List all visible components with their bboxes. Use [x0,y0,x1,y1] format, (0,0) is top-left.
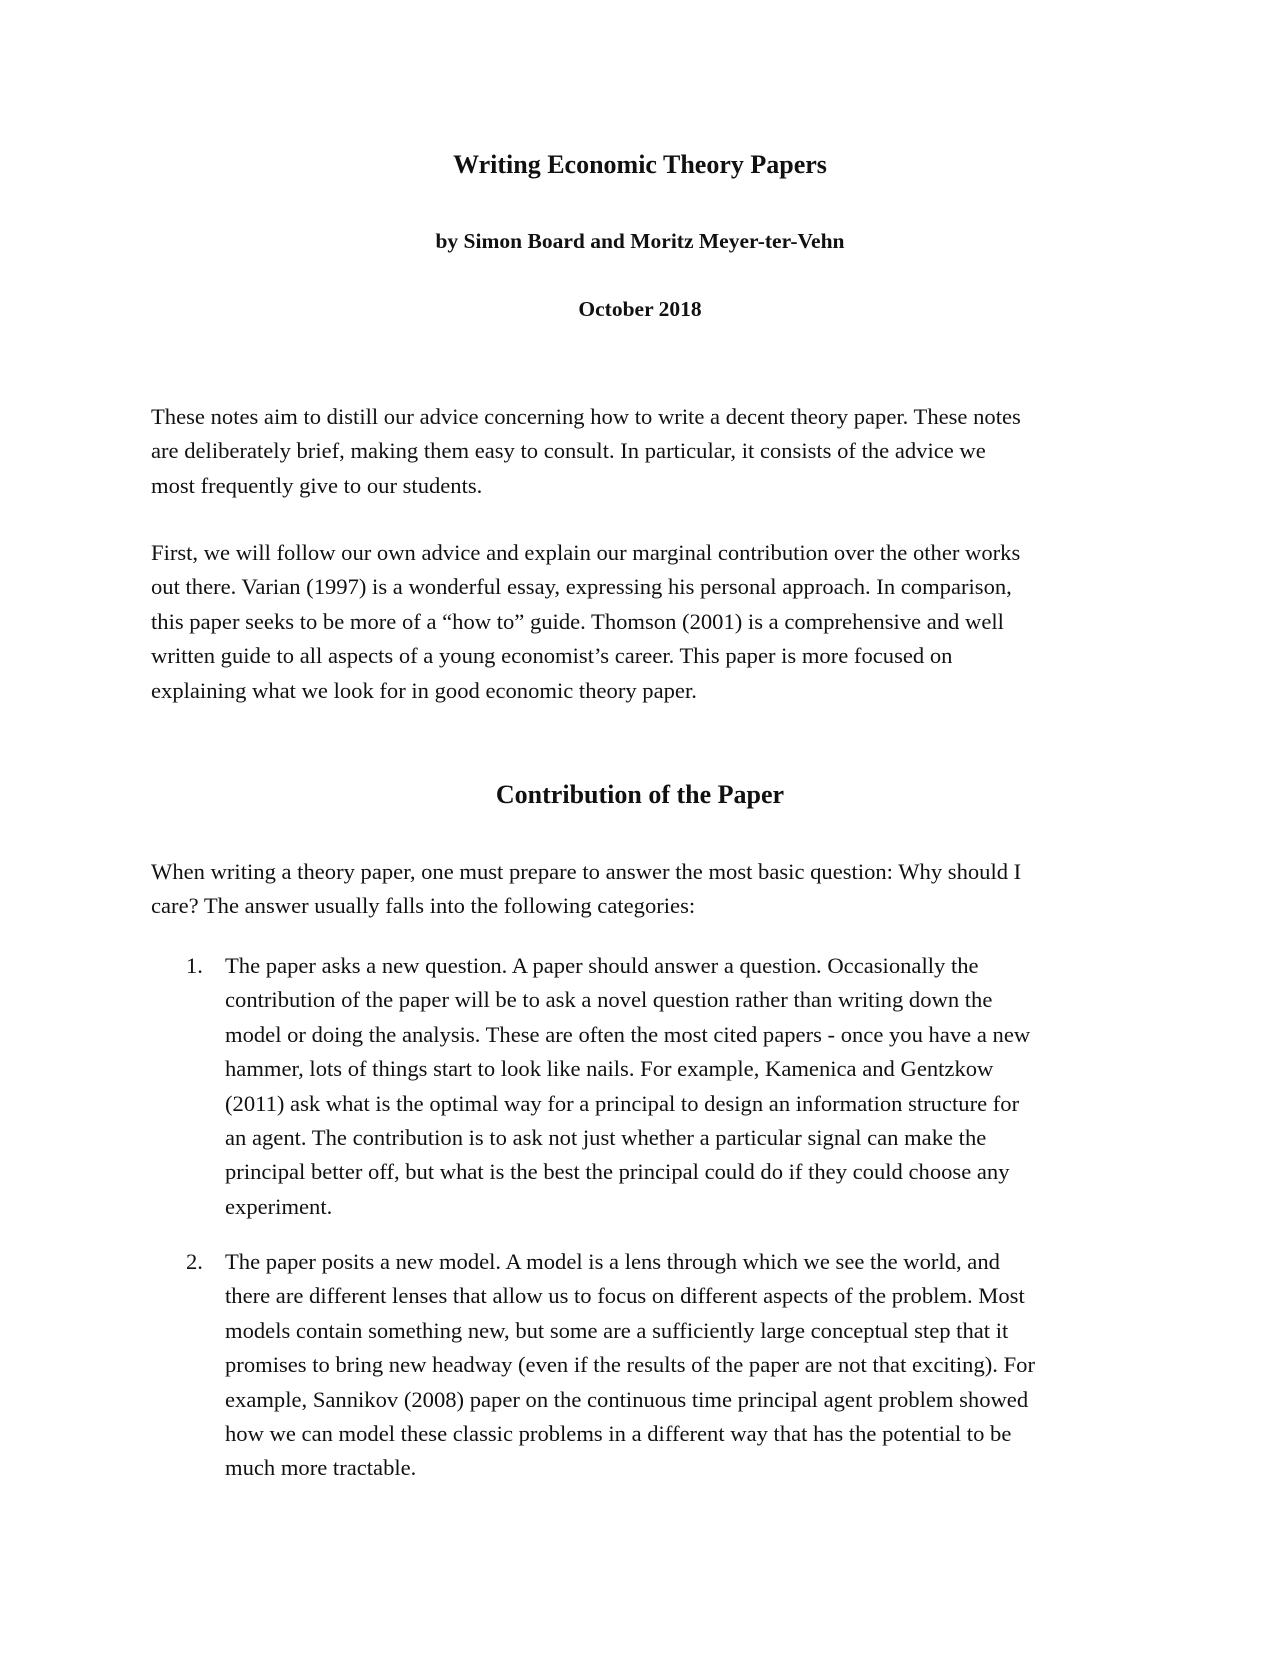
list-line: The paper posits a new model. A model is a lens through which we see the world, and [225,1249,1000,1274]
list-line: much more tractable. [225,1455,417,1481]
paragraph-line: These notes aim to distill our advice concerning how to write a decent theory paper. These notes [151,404,1021,429]
document-authors: by Simon Board and Moritz Meyer-ter-Vehn [435,229,845,253]
list-number: 1. [186,953,203,978]
list-line: there are different lenses that allow us to focus on different aspects of the problem. Most [225,1283,1025,1309]
list-line: model or doing the analysis. These are often the most cited papers - once you have a new [225,1021,1031,1047]
list-line: example, Sannikov (2008) paper on the continuous time principal agent problem showed [225,1386,1029,1412]
list-line: promises to bring new headway (even if the results of the paper are not that exciting). For [225,1352,1035,1378]
list-line: hammer, lots of things start to look like nails. For example, Kamenica and Gentzkow [225,1056,994,1082]
list-line: models contain something new, but some are a sufficiently large conceptual step that it [225,1317,1009,1343]
list-line: how we can model these classic problems in a different way that has the potential to be [225,1421,1012,1447]
list-line: (2011) ask what is the optimal way for a principal to design an information structure for [225,1090,1020,1116]
paragraph-line: explaining what we look for in good economic theory paper. [151,677,697,703]
paragraph-line: care? The answer usually falls into the following categories: [151,893,696,919]
paragraph-line: First, we will follow our own advice and explain our marginal contribution over the other works [151,540,1021,565]
intro-paragraph [151,400,1141,503]
list-line: contribution of the paper will be to ask a novel question rather than writing down the [225,987,993,1013]
paragraph-line: written guide to all aspects of a young economist’s career. This paper is more focused on [151,643,953,669]
paragraph-line: are deliberately brief, making them easy to consult. In particular, it consists of the advice we [151,438,986,464]
paragraph-line: out there. Varian (1997) is a wonderful essay, expressing his personal approach. In comparison, [151,574,1012,600]
list-number: 2. [186,1249,203,1274]
paragraph-line: this paper seeks to be more of a “how to” guide. Thomson (2001) is a comprehensive and well [151,608,1004,634]
list-line: principal better off, but what is the best the principal could do if they could choose any [225,1159,1010,1185]
list-item-text [225,1245,1135,1486]
list-item-text [225,949,1135,1224]
section-heading: Contribution of the Paper [495,780,785,809]
contribution-paragraph [151,536,1141,708]
paragraph-line: most frequently give to our students. [151,472,483,498]
list-line: The paper asks a new question. A paper should answer a question. Occasionally the [225,953,979,978]
paragraph-line: When writing a theory paper, one must prepare to answer the most basic question: Why should I [151,859,1022,884]
list-line: an agent. The contribution is to ask not just whether a particular signal can make the [225,1125,987,1151]
document-date: October 2018 [578,297,702,321]
list-line: experiment. [225,1193,333,1219]
document-title: Writing Economic Theory Papers [453,150,827,179]
section-intro-paragraph [151,855,1141,924]
